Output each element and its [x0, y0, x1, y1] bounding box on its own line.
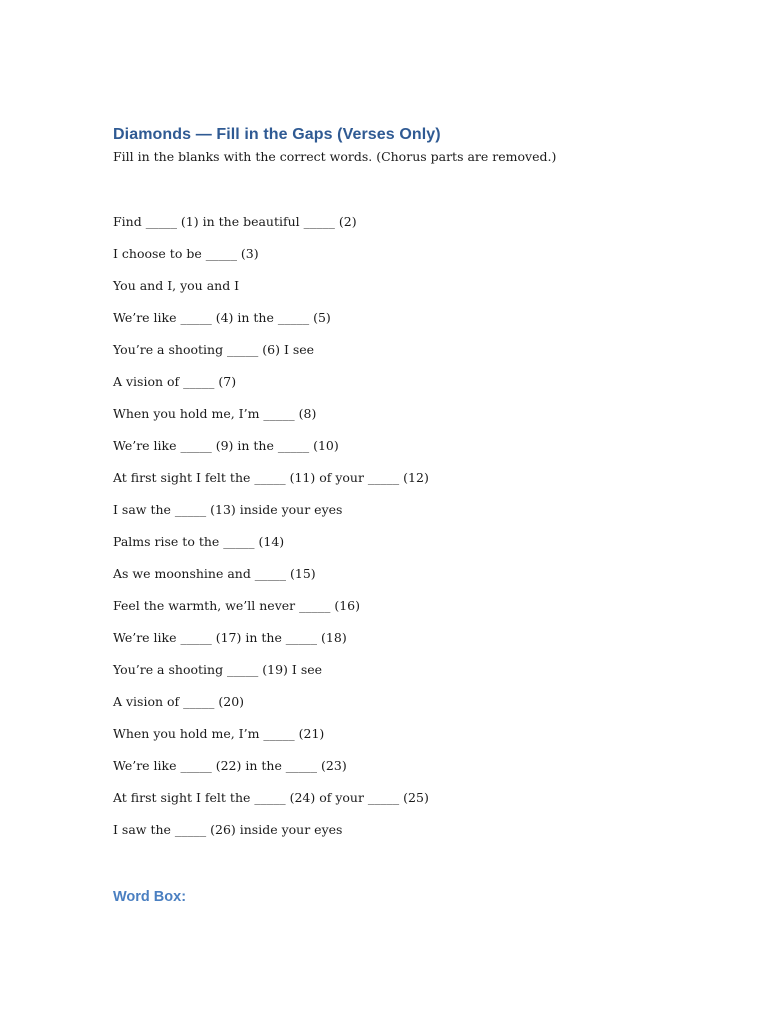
lyric-line: Feel the warmth, we’ll never _____ (16) [113, 598, 360, 613]
lyric-line: Palms rise to the _____ (14) [113, 534, 285, 549]
lyric-line: When you hold me, I’m _____ (21) [113, 726, 325, 741]
lyric-line: At first sight I felt the _____ (24) of your _____ (25) [113, 790, 429, 805]
lyric-line: Find _____ (1) in the beautiful _____ (2) [113, 214, 357, 229]
lyric-line: A vision of _____ (20) [113, 694, 245, 709]
lyric-line: I choose to be _____ (3) [113, 246, 259, 261]
lyric-line: When you hold me, I’m _____ (8) [113, 406, 317, 421]
lyric-line: We’re like _____ (22) in the _____ (23) [113, 758, 347, 773]
lyric-line: I saw the _____ (13) inside your eyes [113, 502, 343, 517]
word-box-heading: Word Box: [113, 889, 187, 905]
instructions-text: Fill in the blanks with the correct words. (Chorus parts are removed.) [113, 149, 557, 164]
lyric-line: A vision of _____ (7) [113, 374, 237, 389]
lyric-line: You and I, you and I [113, 278, 240, 293]
lyric-line: We’re like _____ (4) in the _____ (5) [113, 310, 331, 325]
lyric-line: As we moonshine and _____ (15) [113, 566, 316, 581]
lyric-line: We’re like _____ (17) in the _____ (18) [113, 630, 347, 645]
lyric-line: At first sight I felt the _____ (11) of your _____ (12) [113, 470, 429, 485]
document-body [113, 124, 713, 905]
lyric-line: We’re like _____ (9) in the _____ (10) [113, 438, 339, 453]
lyric-line: You’re a shooting _____ (6) I see [113, 342, 315, 357]
lyric-line: I saw the _____ (26) inside your eyes [113, 822, 343, 837]
lyrics-list [113, 212, 429, 852]
document-title: Diamonds — Fill in the Gaps (Verses Only) [113, 126, 441, 143]
lyric-line: You’re a shooting _____ (19) I see [113, 662, 323, 677]
